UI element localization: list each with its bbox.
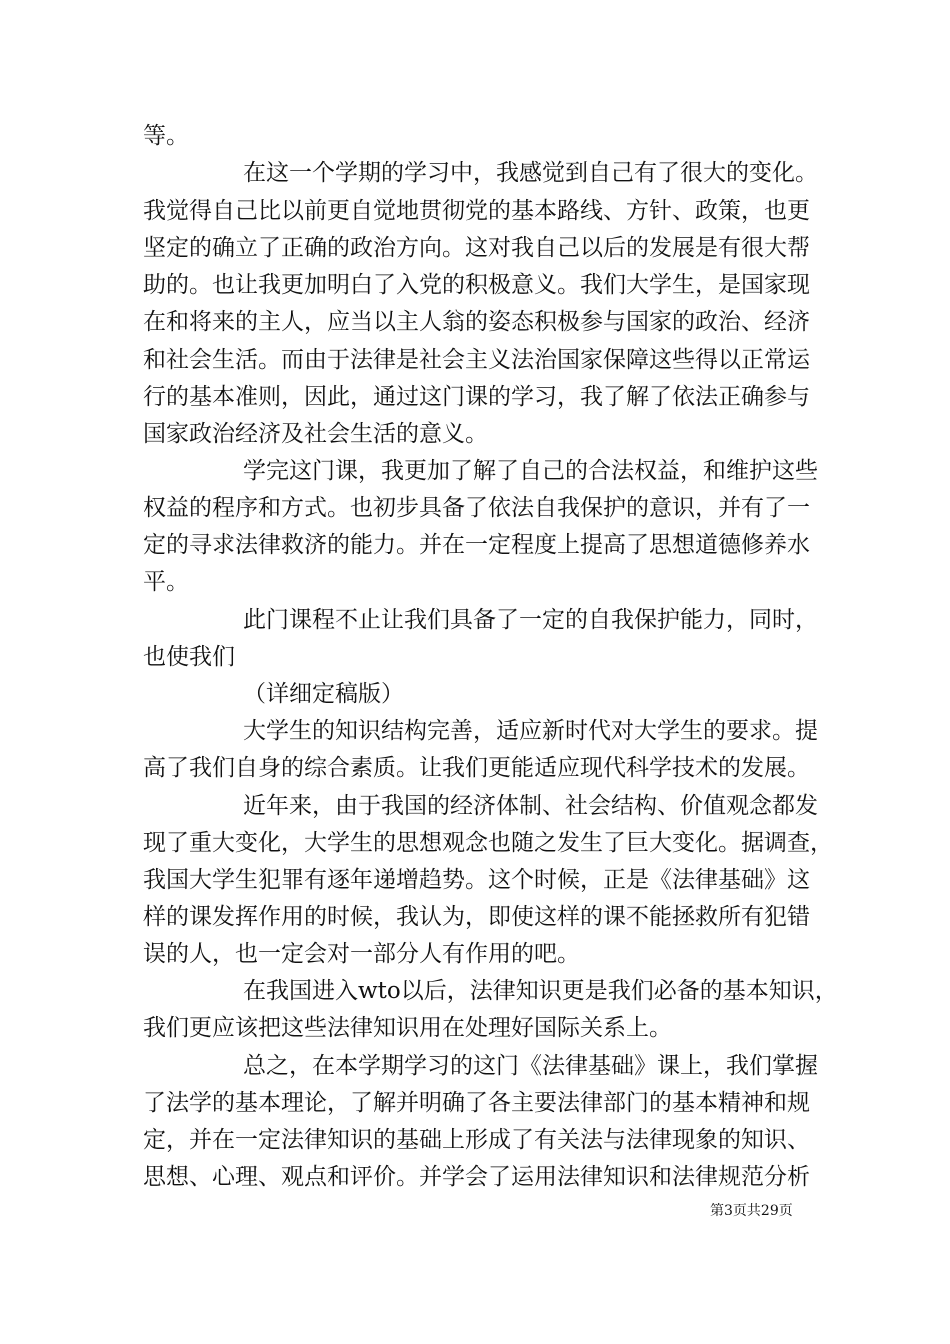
text-line: 定，并在一定法律知识的基础上形成了有关法与法律现象的知识、 <box>143 1127 810 1153</box>
text-line: 高了我们自身的综合素质。让我们更能适应现代科学技术的发展。 <box>143 755 810 781</box>
paragraph-first-line: 近年来，由于我国的经济体制、社会结构、价值观念都发 <box>243 793 818 819</box>
paragraph-first-line: 此门课程不止让我们具备了一定的自我保护能力，同时， <box>243 607 818 633</box>
paragraph-first-line: 总之，在本学期学习的这门《法律基础》课上，我们掌握 <box>243 1053 818 1079</box>
text-line: 坚定的确立了正确的政治方向。这对我自己以后的发展是有很大帮 <box>143 235 810 261</box>
paragraph-first-line: 在这一个学期的学习中，我感觉到自己有了很大的变化。 <box>243 160 818 186</box>
text-line: 等。 <box>143 123 189 149</box>
text-line: 和社会生活。而由于法律是社会主义法治国家保障这些得以正常运 <box>143 347 810 373</box>
text-line: 现了重大变化，大学生的思想观念也随之发生了巨大变化。据调查， <box>143 830 833 856</box>
text-line: 国家政治经济及社会生活的意义。 <box>143 421 488 447</box>
text-line: 行的基本准则，因此，通过这门课的学习，我了解了依法正确参与 <box>143 384 810 410</box>
version-note: （详细定稿版） <box>243 681 404 707</box>
text-line: 样的课发挥作用的时候，我认为，即使这样的课不能拯救所有犯错 <box>143 904 810 930</box>
paragraph-first-line: 学完这门课，我更加了解了自己的合法权益，和维护这些 <box>243 458 818 484</box>
text-line: 在和将来的主人，应当以主人翁的姿态积极参与国家的政治、经济 <box>143 309 810 335</box>
text-line: 平。 <box>143 569 189 595</box>
text-line: 助的。也让我更加明白了入党的积极意义。我们大学生，是国家现 <box>143 272 810 298</box>
text-line: 了法学的基本理论，了解并明确了各主要法律部门的基本精神和规 <box>143 1090 810 1116</box>
paragraph-first-line: 在我国进入wto以后，法律知识更是我们必备的基本知识， <box>243 978 838 1004</box>
text-line: 也使我们 <box>143 644 235 670</box>
text-line: 我们更应该把这些法律知识用在处理好国际关系上。 <box>143 1015 672 1041</box>
page-number-footer: 第3页共29页 <box>710 1203 793 1219</box>
text-line: 思想、心理、观点和评价。并学会了运用法律知识和法律规范分析 <box>143 1164 810 1190</box>
text-line: 权益的程序和方式。也初步具备了依法自我保护的意识，并有了一 <box>143 495 810 521</box>
text-line: 我觉得自己比以前更自觉地贯彻党的基本路线、方针、政策，也更 <box>143 198 810 224</box>
paragraph-first-line: 大学生的知识结构完善，适应新时代对大学生的要求。提 <box>243 718 818 744</box>
text-line: 我国大学生犯罪有逐年递增趋势。这个时候，正是《法律基础》这 <box>143 867 810 893</box>
text-line: 误的人，也一定会对一部分人有作用的吧。 <box>143 941 580 967</box>
text-line: 定的寻求法律救济的能力。并在一定程度上提高了思想道德修养水 <box>143 532 810 558</box>
